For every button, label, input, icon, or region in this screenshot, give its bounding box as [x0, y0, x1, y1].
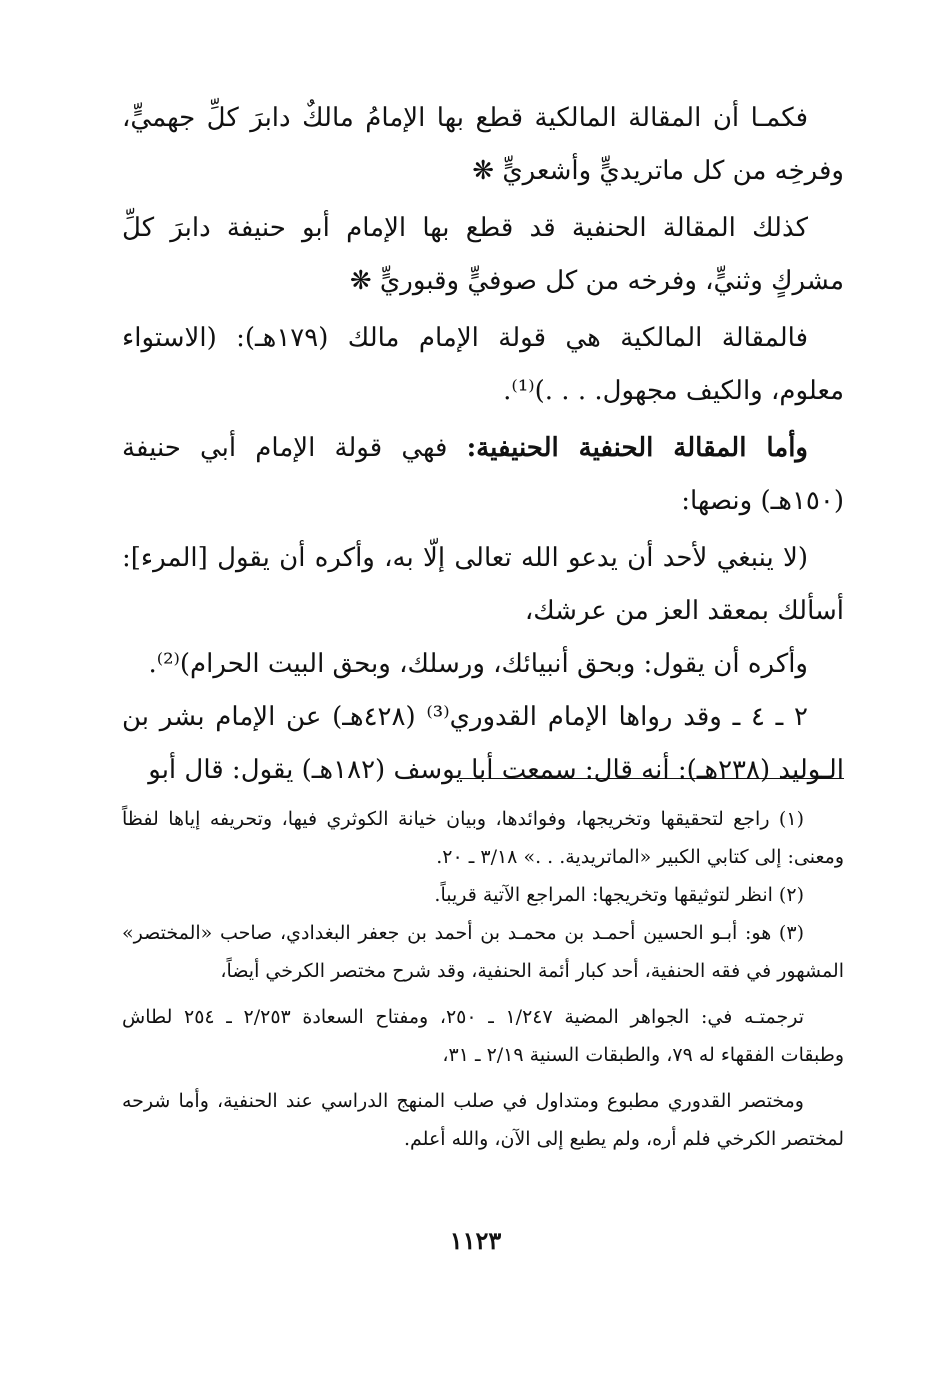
hanafi-heading-rest: فهي قولة الإمام أبي حنيفة (١٥٠هـ) ونصها: [122, 433, 844, 516]
paragraph-malik-saying: فالمقالة المالكية هي قولة الإمام مالك (١٧٩هـ): (الاستواء معلوم، والكيف مجهول. . . .)⁽¹⁾. [122, 323, 844, 406]
paragraph-qudouri-narration: ٢ ـ ٤ ـ وقد رواها الإمام القدوري⁽³⁾ (٤٢٨هـ) عن الإمام بشر بن الـوليد (٢٣٨هـ): أنه قال: سمعت أبا يوسف (١٨٢هـ) يقول: قال أبو [122, 702, 844, 785]
page-number: ١١٢٣ [449, 1226, 502, 1255]
footnote-divider [459, 778, 844, 779]
paragraph-quote-part1: (لا ينبغي لأحد أن يدعو الله تعالى إلّا به، وأكره أن يقول [المرء]: أسألك بمعقد العز من عرشك، [122, 543, 844, 626]
hanafi-heading: وأما المقالة الحنفية الحنيفية: [466, 433, 808, 463]
footnotes [122, 800, 844, 1158]
paragraph-maliki-comparison: فكمـا أن المقالة المالكية قطع بها الإمامُ مالكٌ دابرَ كلِّ جهميٍّ، وفرخِه من كل ماتريديٍّ وأشعريٍّ ❋ [122, 103, 844, 186]
paragraph-hanafi-comparison: كذلك المقالة الحنفية قد قطع بها الإمام أبو حنيفة دابرَ كلِّ مشركٍ وثنيٍّ، وفرخه من كل صوفيٍّ وقبوريٍّ ❋ [122, 213, 844, 296]
footnote-3-note: ومختصر القدوري مطبوع ومتداول في صلب المنهج الدراسي عند الحنفية، وأما شرحه لمختصر الكرخي فلم أره، ولم يطبع إلى الآن، والله أعلم. [122, 1090, 844, 1150]
footnote-3: (٣) هو: أبـو الحسين أحمـد بن محمـد بن أحمد بن جعفر البغدادي، صاحب «المختصر» المشهور في فقه الحنفية، أحد كبار أئمة الحنفية، وقد شرح مختصر الكرخي أيضاً، [122, 922, 844, 982]
paragraph-hanafi-saying [122, 422, 844, 528]
main-text [122, 92, 844, 797]
footnote-2: (٢) انظر لتوثيقها وتخريجها: المراجع الآتية قريباً. [434, 884, 804, 906]
paragraph-quote-part2: وأكره أن يقول: وبحق أنبيائك، ورسلك، وبحق البيت الحرام)⁽²⁾. [148, 649, 808, 679]
footnote-3-biography: ترجمتـه في: الجواهر المضية ١/٢٤٧ ـ ٢٥٠، ومفتاح السعادة ٢/٢٥٣ ـ ٢٥٤ لطاش وطبقات الفقهاء له ٧٩، والطبقات السنية ٢/١٩ ـ ٣١، [122, 1006, 844, 1066]
footnote-1: (١) راجع لتحقيقها وتخريجها، وفوائدها، وبيان خيانة الكوثري فيها، وتحريفه إياها لفظاً ومعنى: إلى كتابي الكبير «الماتريدية. . .» ٣/١٨ ـ ٢٠. [122, 808, 844, 868]
